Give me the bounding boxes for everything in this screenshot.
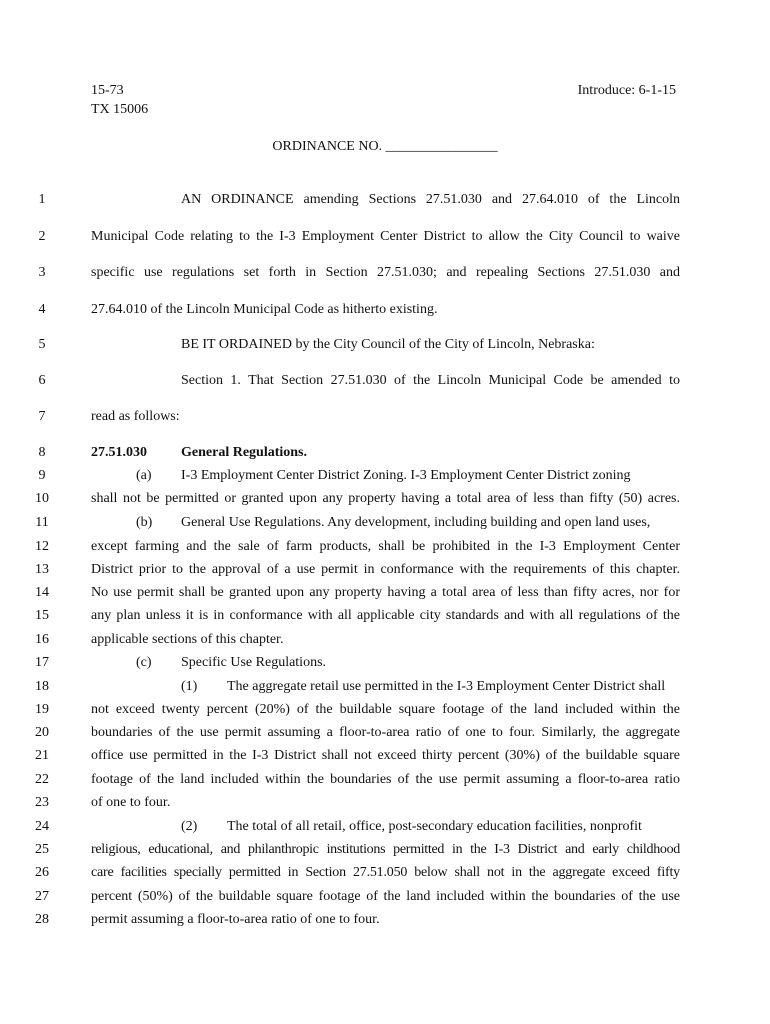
text-line-content: Municipal Code relating to the I-3 Employment Center District to allow the City Council to waive: [91, 229, 680, 244]
text-line-content: BE IT ORDAINED by the City Council of the City of Lincoln, Nebraska:: [181, 337, 595, 352]
text-line: [91, 773, 680, 787]
text-line: [91, 410, 680, 424]
section-heading: [91, 446, 680, 460]
line-number: 17: [35, 655, 49, 670]
text-line-content: care facilities specially permitted in Section 27.51.050 below shall not in the aggregate exceed fifty: [91, 865, 680, 880]
text-line: [91, 656, 680, 670]
line-number: 11: [35, 515, 49, 530]
text-line: [91, 890, 680, 904]
text-line-content: shall not be permitted or granted upon any property having a total area of less than fifty (50) acres.: [91, 491, 680, 506]
line-number: 25: [35, 842, 49, 857]
text-line-content: No use permit shall be granted upon any property having a total area of less than fifty acres, nor for: [91, 585, 680, 600]
line-number: 23: [35, 795, 49, 810]
text-line: [91, 726, 680, 740]
line-number: 5: [38, 337, 46, 352]
ordinance-title-text: ORDINANCE NO. ________________: [272, 139, 498, 154]
text-line: [91, 469, 680, 483]
text-line-content: any plan unless it is in conformance with all applicable city standards and with all regulations of the: [91, 608, 680, 623]
line-number: 20: [35, 725, 49, 740]
text-line: [91, 680, 680, 694]
text-line: [91, 563, 680, 577]
text-line: [91, 866, 680, 880]
text-line-content: District prior to the approval of a use permit in conformance with the requirements of this chapter.: [91, 562, 680, 577]
text-line: [91, 540, 680, 554]
line-number: 19: [35, 702, 49, 717]
section-number: 27.51.030: [91, 445, 147, 460]
line-number: 13: [35, 562, 49, 577]
text-line: [91, 913, 680, 927]
subsection-label: (b): [136, 515, 153, 530]
line-number: 4: [38, 302, 46, 317]
text-line-content: The total of all retail, office, post-secondary education facilities, nonprofit: [227, 819, 642, 834]
text-line-content: not exceed twenty percent (20%) of the buildable square footage of the land included within the: [91, 702, 680, 717]
line-number: 18: [35, 679, 49, 694]
text-line-content: General Use Regulations. Any development, including building and open land uses,: [181, 515, 651, 530]
line-number: 6: [38, 373, 46, 388]
ordinance-doc-number: 15-73: [91, 83, 124, 98]
text-line: [91, 633, 680, 647]
line-number: 21: [35, 748, 49, 763]
text-line-content: Section 1. That Section 27.51.030 of the Lincoln Municipal Code be amended to: [181, 373, 680, 388]
subsection-label: (a): [136, 468, 152, 483]
line-number: 3: [38, 265, 46, 280]
text-line: [91, 609, 680, 623]
line-number: 24: [35, 819, 49, 834]
text-line: [91, 586, 680, 600]
text-line-content: Specific Use Regulations.: [181, 655, 327, 670]
text-line: [91, 266, 680, 280]
text-line: [91, 796, 680, 810]
line-number: 1: [38, 192, 46, 207]
text-line: [91, 303, 680, 317]
text-line: [91, 374, 680, 388]
paragraph-label: (2): [181, 819, 198, 834]
line-number: 8: [38, 445, 46, 460]
text-line-content: specific use regulations set forth in Section 27.51.030; and repealing Sections 27.51.030 and: [91, 265, 680, 280]
line-number: 12: [35, 539, 49, 554]
ordinance-title: [0, 140, 770, 154]
text-line-content: of one to four.: [91, 795, 171, 810]
line-number: 22: [35, 772, 49, 787]
section-title: General Regulations.: [181, 445, 307, 460]
text-line: [91, 230, 680, 244]
text-line-content: percent (50%) of the buildable square footage of the land included within the boundaries of the use: [91, 889, 680, 904]
text-line-content: religious, educational, and philanthropic institutions permitted in the I-3 District and early childhood: [91, 842, 680, 857]
line-number: 16: [35, 632, 49, 647]
text-line-content: AN ORDINANCE amending Sections 27.51.030 and 27.64.010 of the Lincoln: [181, 192, 680, 207]
subsection-label: (c): [136, 655, 152, 670]
text-line: [91, 492, 680, 506]
text-line-content: office use permitted in the I-3 District shall not exceed thirty percent (30%) of the buildable square: [91, 748, 680, 763]
tx-number: TX 15006: [91, 102, 149, 117]
text-line: [91, 703, 680, 717]
line-number: 28: [35, 912, 49, 927]
paragraph-label: (1): [181, 679, 198, 694]
line-number: 26: [35, 865, 49, 880]
line-number: 15: [35, 608, 49, 623]
text-line: [91, 820, 680, 834]
text-line-content: except farming and the sale of farm products, shall be prohibited in the I-3 Employment Center: [91, 539, 680, 554]
line-number: 2: [38, 229, 46, 244]
text-line: [91, 749, 680, 763]
text-line: [91, 338, 680, 352]
text-line-content: I-3 Employment Center District Zoning. I-3 Employment Center District zoning: [181, 468, 631, 483]
text-line: [91, 193, 680, 207]
line-number: 9: [38, 468, 46, 483]
text-line-content: 27.64.010 of the Lincoln Municipal Code as hitherto existing.: [91, 302, 438, 317]
text-line-content: footage of the land included within the boundaries of the use permit assuming a floor-to-area ratio: [91, 772, 680, 787]
line-number: 27: [35, 889, 49, 904]
text-line-content: permit assuming a floor-to-area ratio of one to four.: [91, 912, 380, 927]
line-number: 10: [35, 491, 49, 506]
introduce-date: Introduce: 6-1-15: [577, 83, 676, 98]
text-line-content: applicable sections of this chapter.: [91, 632, 284, 647]
text-line-content: boundaries of the use permit assuming a floor-to-area ratio of one to four. Similarly, the aggregate: [91, 725, 680, 740]
text-line: [91, 516, 680, 530]
text-line-content: The aggregate retail use permitted in the I-3 Employment Center District shall: [227, 679, 666, 694]
text-line-content: read as follows:: [91, 409, 180, 424]
line-number: 7: [38, 409, 46, 424]
line-number: 14: [35, 585, 49, 600]
text-line: [91, 843, 680, 857]
